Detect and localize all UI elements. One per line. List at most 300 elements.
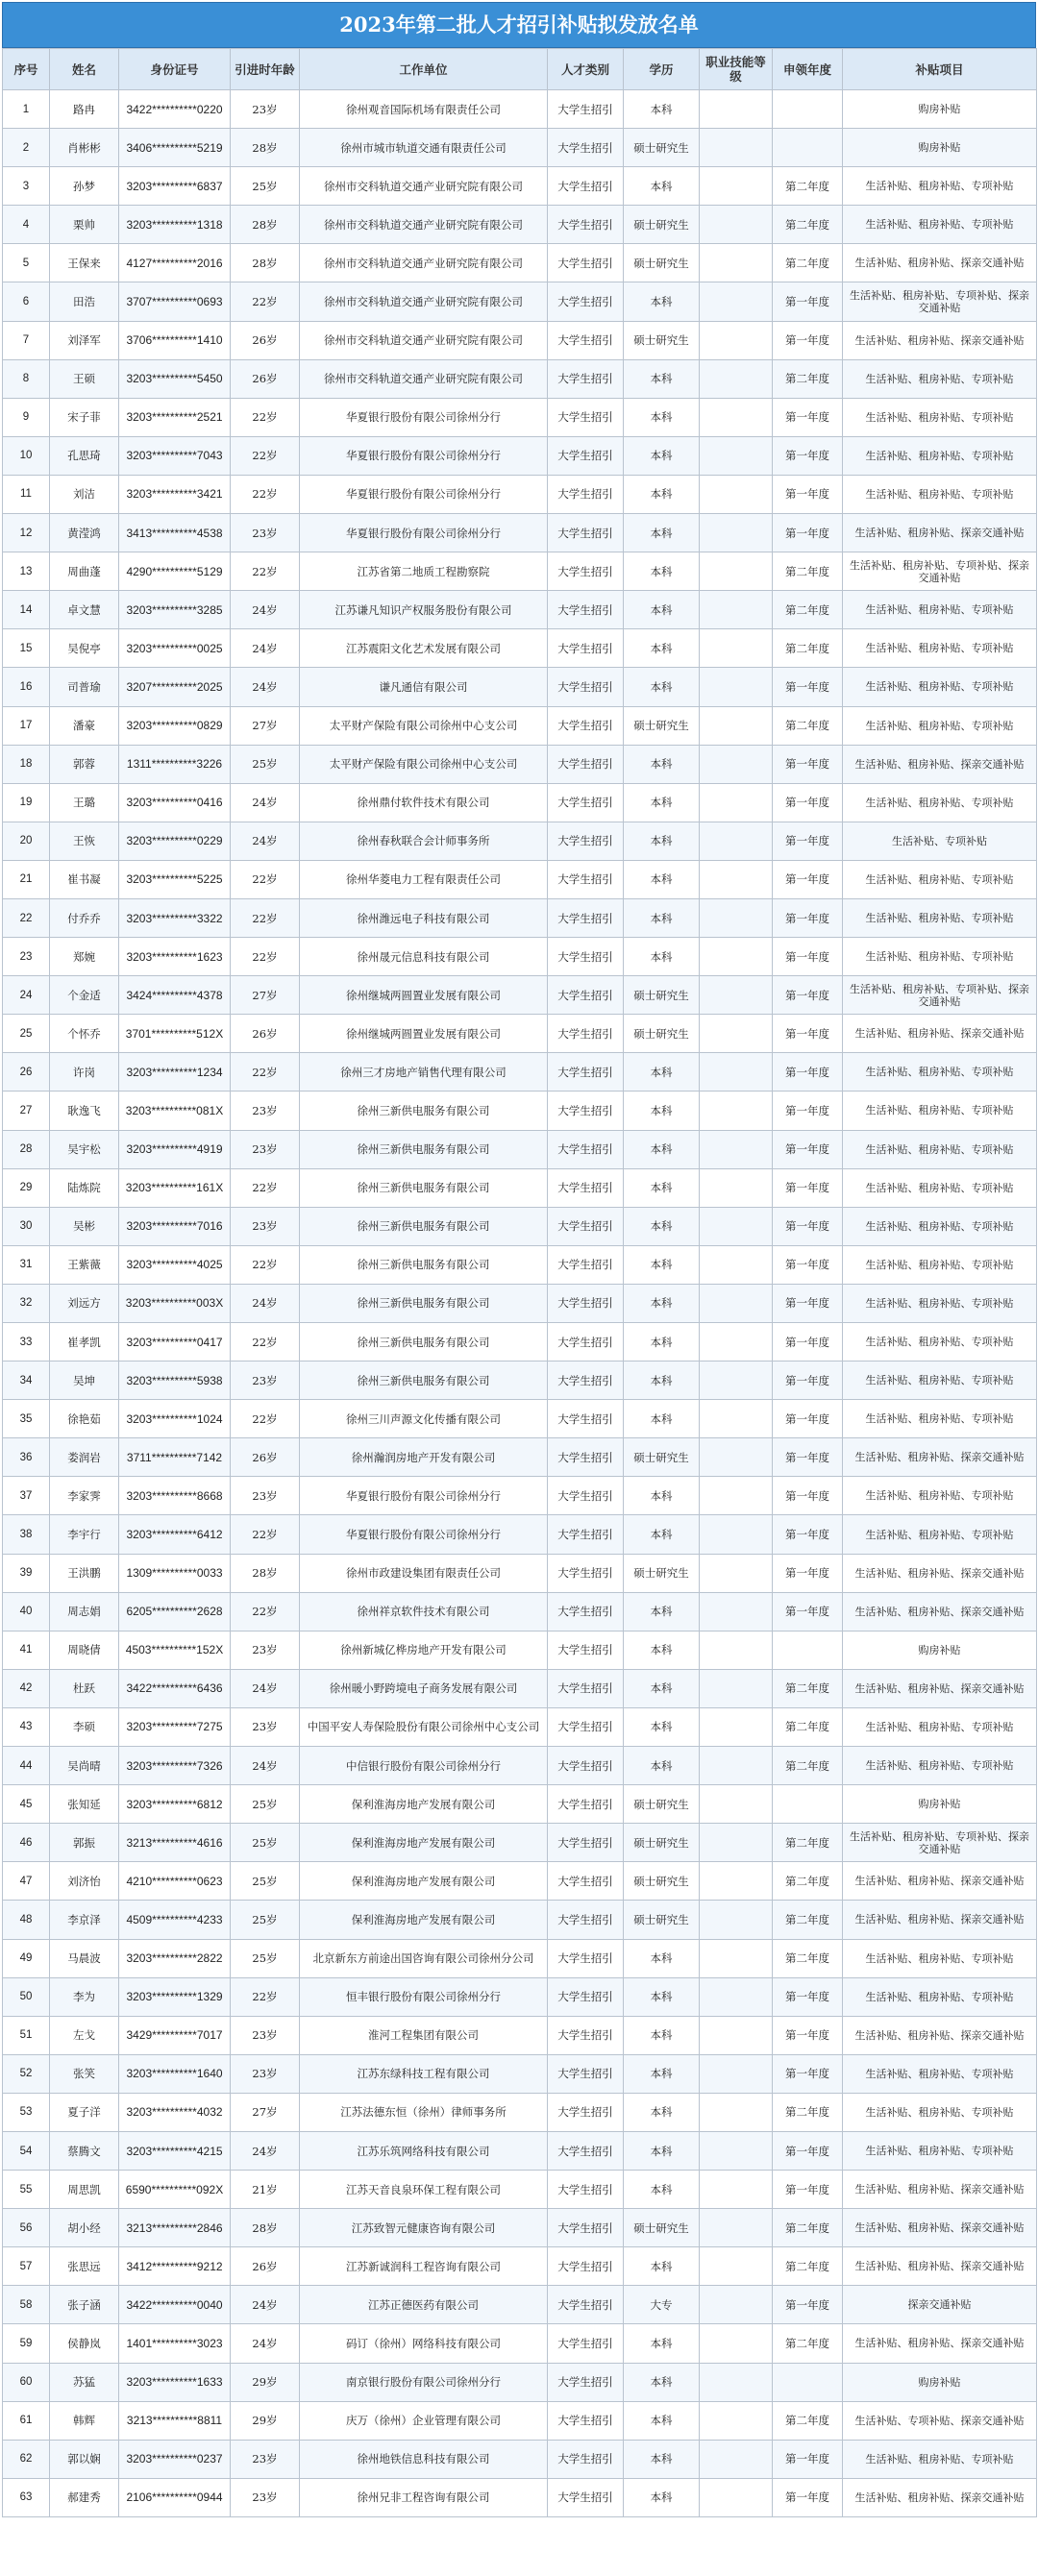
cell-talent-category: 大学生招引 [548, 1977, 624, 2016]
cell-talent-category: 大学生招引 [548, 1400, 624, 1438]
cell-claim-year: 第二年度 [773, 1901, 843, 1939]
cell-talent-category: 大学生招引 [548, 860, 624, 898]
cell-name: 宋子菲 [50, 398, 119, 436]
table-row [3, 2324, 1037, 2363]
cell-subsidy-items: 购房补贴 [843, 2363, 1037, 2401]
cell-claim-year: 第二年度 [773, 1939, 843, 1977]
cell-subsidy-items: 生活补贴、租房补贴、探亲交通补贴 [843, 745, 1037, 783]
cell-employer: 中信银行股份有限公司徐州分行 [300, 1747, 548, 1785]
cell-id-number: 3203**********5938 [119, 1362, 231, 1400]
cell-skill-level [700, 1362, 773, 1400]
cell-talent-category: 大学生招引 [548, 2286, 624, 2324]
cell-id-number: 3203**********4919 [119, 1130, 231, 1168]
table-row [3, 398, 1037, 436]
cell-claim-year: 第一年度 [773, 1245, 843, 1284]
cell-index: 23 [3, 938, 50, 976]
cell-employer: 徐州瀚润房地产开发有限公司 [300, 1438, 548, 1477]
cell-age: 25岁 [231, 1785, 300, 1824]
cell-claim-year: 第一年度 [773, 938, 843, 976]
cell-claim-year: 第一年度 [773, 898, 843, 937]
cell-name: 司普瑜 [50, 668, 119, 706]
cell-name: 吴彬 [50, 1207, 119, 1245]
table-row [3, 2478, 1037, 2516]
cell-talent-category: 大学生招引 [548, 822, 624, 860]
cell-age: 25岁 [231, 1824, 300, 1862]
cell-employer: 谦凡通信有限公司 [300, 668, 548, 706]
cell-id-number: 3203**********7043 [119, 436, 231, 475]
cell-id-number: 4127**********2016 [119, 244, 231, 282]
cell-employer: 江苏乐筑网络科技有限公司 [300, 2131, 548, 2170]
table-row [3, 1631, 1037, 1669]
cell-claim-year: 第二年度 [773, 2093, 843, 2131]
cell-education: 本科 [624, 1592, 700, 1631]
cell-subsidy-items: 生活补贴、租房补贴、专项补贴 [843, 860, 1037, 898]
cell-index: 59 [3, 2324, 50, 2363]
table-row [3, 1477, 1037, 1515]
cell-skill-level [700, 129, 773, 167]
cell-skill-level [700, 1323, 773, 1362]
cell-skill-level [700, 2440, 773, 2478]
cell-education: 本科 [624, 282, 700, 321]
cell-education: 本科 [624, 822, 700, 860]
cell-name: 周晓倩 [50, 1631, 119, 1669]
cell-id-number: 3203**********6412 [119, 1515, 231, 1554]
cell-id-number: 3701**********512X [119, 1015, 231, 1053]
cell-index: 14 [3, 591, 50, 629]
cell-talent-category: 大学生招引 [548, 1015, 624, 1053]
cell-education: 硕士研究生 [624, 2209, 700, 2247]
cell-index: 12 [3, 514, 50, 552]
table-row [3, 822, 1037, 860]
cell-skill-level [700, 1939, 773, 1977]
cell-subsidy-items: 生活补贴、租房补贴、探亲交通补贴 [843, 1554, 1037, 1592]
cell-name: 个金适 [50, 976, 119, 1015]
cell-age: 22岁 [231, 898, 300, 937]
cell-employer: 保利淮海房地产发展有限公司 [300, 1824, 548, 1862]
cell-employer: 华夏银行股份有限公司徐州分行 [300, 398, 548, 436]
cell-talent-category: 大学生招引 [548, 2016, 624, 2054]
cell-subsidy-items: 生活补贴、租房补贴、探亲交通补贴 [843, 1592, 1037, 1631]
cell-skill-level [700, 706, 773, 745]
cell-name: 吴尚晴 [50, 1747, 119, 1785]
cell-skill-level [700, 1554, 773, 1592]
cell-skill-level [700, 2209, 773, 2247]
cell-talent-category: 大学生招引 [548, 90, 624, 129]
cell-skill-level [700, 1477, 773, 1515]
cell-name: 崔书凝 [50, 860, 119, 898]
cell-name: 潘豪 [50, 706, 119, 745]
cell-name: 周思凯 [50, 2171, 119, 2209]
table-row [3, 206, 1037, 244]
cell-id-number: 3203**********8668 [119, 1477, 231, 1515]
cell-education: 硕士研究生 [624, 1785, 700, 1824]
cell-index: 11 [3, 475, 50, 513]
cell-education: 本科 [624, 475, 700, 513]
cell-index: 16 [3, 668, 50, 706]
cell-subsidy-items: 生活补贴、租房补贴、专项补贴、探亲交通补贴 [843, 976, 1037, 1015]
cell-index: 44 [3, 1747, 50, 1785]
cell-education: 本科 [624, 1939, 700, 1977]
cell-skill-level [700, 514, 773, 552]
cell-id-number: 3406**********5219 [119, 129, 231, 167]
cell-employer: 徐州市政建设集团有限责任公司 [300, 1554, 548, 1592]
cell-employer: 太平财产保险有限公司徐州中心支公司 [300, 745, 548, 783]
cell-id-number: 6590**********092X [119, 2171, 231, 2209]
cell-subsidy-items: 生活补贴、租房补贴、探亲交通补贴 [843, 514, 1037, 552]
cell-skill-level [700, 1747, 773, 1785]
table-row [3, 1592, 1037, 1631]
cell-subsidy-items: 生活补贴、租房补贴、专项补贴 [843, 1284, 1037, 1322]
cell-education: 本科 [624, 1477, 700, 1515]
cell-employer: 保利淮海房地产发展有限公司 [300, 1901, 548, 1939]
cell-talent-category: 大学生招引 [548, 167, 624, 206]
cell-talent-category: 大学生招引 [548, 2054, 624, 2093]
cell-education: 本科 [624, 1168, 700, 1207]
cell-talent-category: 大学生招引 [548, 745, 624, 783]
cell-talent-category: 大学生招引 [548, 2093, 624, 2131]
cell-subsidy-items: 生活补贴、租房补贴、探亲交通补贴 [843, 2016, 1037, 2054]
cell-talent-category: 大学生招引 [548, 1824, 624, 1862]
cell-talent-category: 大学生招引 [548, 976, 624, 1015]
cell-skill-level [700, 591, 773, 629]
cell-name: 周曲蓬 [50, 552, 119, 591]
cell-name: 孔思琦 [50, 436, 119, 475]
cell-age: 28岁 [231, 1554, 300, 1592]
cell-subsidy-items: 生活补贴、租房补贴、探亲交通补贴 [843, 2247, 1037, 2286]
cell-talent-category: 大学生招引 [548, 2324, 624, 2363]
cell-age: 24岁 [231, 2286, 300, 2324]
cell-age: 24岁 [231, 1747, 300, 1785]
cell-education: 本科 [624, 1631, 700, 1669]
cell-employer: 徐州春秋联合会计师事务所 [300, 822, 548, 860]
cell-name: 田浩 [50, 282, 119, 321]
cell-talent-category: 大学生招引 [548, 1438, 624, 1477]
cell-id-number: 3203**********2521 [119, 398, 231, 436]
cell-employer: 华夏银行股份有限公司徐州分行 [300, 475, 548, 513]
cell-claim-year: 第一年度 [773, 1438, 843, 1477]
cell-talent-category: 大学生招引 [548, 1477, 624, 1515]
cell-education: 本科 [624, 552, 700, 591]
cell-employer: 徐州潍远电子科技有限公司 [300, 898, 548, 937]
cell-subsidy-items: 生活补贴、租房补贴、专项补贴 [843, 1130, 1037, 1168]
cell-subsidy-items: 生活补贴、租房补贴、专项补贴 [843, 359, 1037, 398]
cell-subsidy-items: 生活补贴、租房补贴、专项补贴 [843, 1977, 1037, 2016]
cell-claim-year: 第二年度 [773, 2401, 843, 2440]
cell-talent-category: 大学生招引 [548, 1245, 624, 1284]
cell-education: 本科 [624, 860, 700, 898]
cell-index: 50 [3, 1977, 50, 2016]
cell-education: 本科 [624, 898, 700, 937]
cell-employer: 江苏新诚润科工程咨询有限公司 [300, 2247, 548, 2286]
cell-education: 本科 [624, 514, 700, 552]
cell-subsidy-items: 生活补贴、专项补贴 [843, 822, 1037, 860]
cell-id-number: 3203**********2822 [119, 1939, 231, 1977]
cell-claim-year: 第一年度 [773, 1554, 843, 1592]
cell-claim-year: 第一年度 [773, 822, 843, 860]
table-row [3, 2093, 1037, 2131]
cell-age: 24岁 [231, 591, 300, 629]
cell-name: 黄滢鸿 [50, 514, 119, 552]
cell-skill-level [700, 668, 773, 706]
cell-index: 31 [3, 1245, 50, 1284]
table-row [3, 2247, 1037, 2286]
table-row [3, 1977, 1037, 2016]
cell-skill-level [700, 2171, 773, 2209]
cell-claim-year: 第一年度 [773, 2286, 843, 2324]
cell-education: 本科 [624, 2363, 700, 2401]
cell-id-number: 3213**********2846 [119, 2209, 231, 2247]
cell-talent-category: 大学生招引 [548, 2171, 624, 2209]
cell-age: 24岁 [231, 1284, 300, 1322]
cell-id-number: 4290**********5129 [119, 552, 231, 591]
cell-id-number: 3412**********9212 [119, 2247, 231, 2286]
cell-education: 硕士研究生 [624, 321, 700, 359]
cell-claim-year: 第一年度 [773, 860, 843, 898]
cell-talent-category: 大学生招引 [548, 1862, 624, 1901]
table-row [3, 282, 1037, 321]
cell-education: 硕士研究生 [624, 129, 700, 167]
cell-index: 32 [3, 1284, 50, 1322]
cell-subsidy-items: 生活补贴、租房补贴、专项补贴 [843, 629, 1037, 668]
cell-index: 41 [3, 1631, 50, 1669]
cell-id-number: 3203**********4215 [119, 2131, 231, 2170]
cell-name: 张知延 [50, 1785, 119, 1824]
table-row [3, 706, 1037, 745]
cell-subsidy-items: 生活补贴、租房补贴、探亲交通补贴 [843, 321, 1037, 359]
cell-age: 23岁 [231, 2478, 300, 2516]
cell-id-number: 3203**********1024 [119, 1400, 231, 1438]
cell-skill-level [700, 206, 773, 244]
table-row [3, 860, 1037, 898]
cell-claim-year: 第二年度 [773, 206, 843, 244]
table-row [3, 1207, 1037, 1245]
table-row [3, 1707, 1037, 1746]
cell-claim-year: 第二年度 [773, 591, 843, 629]
cell-skill-level [700, 1168, 773, 1207]
cell-subsidy-items: 生活补贴、租房补贴、专项补贴 [843, 1939, 1037, 1977]
cell-talent-category: 大学生招引 [548, 938, 624, 976]
cell-name: 王洪鹏 [50, 1554, 119, 1592]
cell-talent-category: 大学生招引 [548, 668, 624, 706]
table-row [3, 1785, 1037, 1824]
cell-index: 20 [3, 822, 50, 860]
cell-name: 个怀乔 [50, 1015, 119, 1053]
cell-name: 娄润岩 [50, 1438, 119, 1477]
cell-talent-category: 大学生招引 [548, 783, 624, 822]
cell-age: 23岁 [231, 1207, 300, 1245]
table-row [3, 2440, 1037, 2478]
cell-age: 27岁 [231, 2093, 300, 2131]
cell-subsidy-items: 生活补贴、租房补贴、专项补贴 [843, 1707, 1037, 1746]
cell-employer: 徐州三新供电服务有限公司 [300, 1207, 548, 1245]
cell-index: 40 [3, 1592, 50, 1631]
cell-skill-level [700, 321, 773, 359]
cell-skill-level [700, 783, 773, 822]
cell-education: 本科 [624, 2324, 700, 2363]
cell-education: 本科 [624, 1323, 700, 1362]
cell-name: 李京泽 [50, 1901, 119, 1939]
cell-subsidy-items: 生活补贴、租房补贴、探亲交通补贴 [843, 244, 1037, 282]
cell-skill-level [700, 1592, 773, 1631]
cell-skill-level [700, 1245, 773, 1284]
cell-subsidy-items: 生活补贴、租房补贴、探亲交通补贴 [843, 2171, 1037, 2209]
cell-id-number: 3422**********6436 [119, 1669, 231, 1707]
cell-age: 23岁 [231, 514, 300, 552]
cell-talent-category: 大学生招引 [548, 2131, 624, 2170]
cell-subsidy-items: 生活补贴、租房补贴、专项补贴 [843, 1323, 1037, 1362]
cell-talent-category: 大学生招引 [548, 552, 624, 591]
cell-age: 24岁 [231, 629, 300, 668]
cell-skill-level [700, 1785, 773, 1824]
cell-employer: 徐州三新供电服务有限公司 [300, 1092, 548, 1130]
cell-age: 22岁 [231, 398, 300, 436]
cell-age: 21岁 [231, 2171, 300, 2209]
cell-talent-category: 大学生招引 [548, 2440, 624, 2478]
cell-name: 吴宇松 [50, 1130, 119, 1168]
cell-age: 26岁 [231, 321, 300, 359]
cell-claim-year: 第二年度 [773, 359, 843, 398]
table-row [3, 2209, 1037, 2247]
cell-claim-year: 第一年度 [773, 1207, 843, 1245]
cell-id-number: 3424**********4378 [119, 976, 231, 1015]
cell-education: 硕士研究生 [624, 1901, 700, 1939]
table-header-row [3, 49, 1037, 90]
cell-age: 22岁 [231, 860, 300, 898]
cell-talent-category: 大学生招引 [548, 629, 624, 668]
cell-skill-level [700, 552, 773, 591]
cell-subsidy-items: 生活补贴、租房补贴、探亲交通补贴 [843, 2478, 1037, 2516]
cell-index: 33 [3, 1323, 50, 1362]
cell-education: 大专 [624, 2286, 700, 2324]
cell-name: 陆炼院 [50, 1168, 119, 1207]
cell-subsidy-items: 生活补贴、租房补贴、专项补贴 [843, 2131, 1037, 2170]
cell-subsidy-items: 生活补贴、租房补贴、专项补贴、探亲交通补贴 [843, 1824, 1037, 1862]
cell-id-number: 3413**********4538 [119, 514, 231, 552]
cell-education: 本科 [624, 629, 700, 668]
cell-subsidy-items: 生活补贴、租房补贴、探亲交通补贴 [843, 2324, 1037, 2363]
cell-name: 王保来 [50, 244, 119, 282]
cell-employer: 华夏银行股份有限公司徐州分行 [300, 1477, 548, 1515]
cell-talent-category: 大学生招引 [548, 1092, 624, 1130]
cell-id-number: 6205**********2628 [119, 1592, 231, 1631]
cell-skill-level [700, 1053, 773, 1092]
cell-index: 18 [3, 745, 50, 783]
cell-subsidy-items: 生活补贴、租房补贴、专项补贴 [843, 2093, 1037, 2131]
cell-claim-year: 第一年度 [773, 1130, 843, 1168]
cell-name: 郭蓉 [50, 745, 119, 783]
cell-id-number: 3203**********6837 [119, 167, 231, 206]
cell-name: 王璐 [50, 783, 119, 822]
cell-claim-year: 第一年度 [773, 2054, 843, 2093]
cell-employer: 徐州三新供电服务有限公司 [300, 1284, 548, 1322]
cell-age: 22岁 [231, 436, 300, 475]
cell-employer: 徐州市交科轨道交通产业研究院有限公司 [300, 244, 548, 282]
cell-id-number: 4503**********152X [119, 1631, 231, 1669]
cell-id-number: 3203**********003X [119, 1284, 231, 1322]
cell-index: 10 [3, 436, 50, 475]
cell-index: 15 [3, 629, 50, 668]
cell-claim-year: 第二年度 [773, 1824, 843, 1862]
cell-age: 22岁 [231, 475, 300, 513]
cell-subsidy-items: 生活补贴、租房补贴、专项补贴 [843, 167, 1037, 206]
cell-claim-year: 第一年度 [773, 282, 843, 321]
cell-index: 43 [3, 1707, 50, 1746]
cell-age: 24岁 [231, 822, 300, 860]
cell-subsidy-items: 生活补贴、租房补贴、探亲交通补贴 [843, 1015, 1037, 1053]
cell-claim-year: 第二年度 [773, 167, 843, 206]
table-row [3, 2286, 1037, 2324]
table-row [3, 629, 1037, 668]
cell-education: 硕士研究生 [624, 1862, 700, 1901]
cell-claim-year: 第二年度 [773, 1707, 843, 1746]
cell-education: 本科 [624, 745, 700, 783]
cell-age: 29岁 [231, 2363, 300, 2401]
cell-name: 刘远方 [50, 1284, 119, 1322]
cell-age: 22岁 [231, 1053, 300, 1092]
cell-age: 25岁 [231, 1862, 300, 1901]
cell-education: 本科 [624, 1207, 700, 1245]
cell-skill-level [700, 1862, 773, 1901]
cell-talent-category: 大学生招引 [548, 898, 624, 937]
cell-education: 本科 [624, 2054, 700, 2093]
cell-education: 本科 [624, 938, 700, 976]
cell-id-number: 1401**********3023 [119, 2324, 231, 2363]
cell-age: 24岁 [231, 783, 300, 822]
cell-age: 27岁 [231, 976, 300, 1015]
cell-education: 本科 [624, 1284, 700, 1322]
table-row [3, 1747, 1037, 1785]
cell-age: 26岁 [231, 2247, 300, 2286]
cell-id-number: 3203**********0229 [119, 822, 231, 860]
cell-talent-category: 大学生招引 [548, 2209, 624, 2247]
table-row [3, 1323, 1037, 1362]
cell-skill-level [700, 822, 773, 860]
cell-id-number: 3203**********1318 [119, 206, 231, 244]
cell-name: 路冉 [50, 90, 119, 129]
cell-index: 30 [3, 1207, 50, 1245]
cell-education: 硕士研究生 [624, 1438, 700, 1477]
cell-age: 22岁 [231, 1515, 300, 1554]
cell-skill-level [700, 2478, 773, 2516]
cell-index: 22 [3, 898, 50, 937]
cell-education: 硕士研究生 [624, 976, 700, 1015]
cell-employer: 南京银行股份有限公司徐州分行 [300, 2363, 548, 2401]
cell-education: 本科 [624, 1669, 700, 1707]
cell-education: 本科 [624, 668, 700, 706]
cell-subsidy-items: 生活补贴、租房补贴、专项补贴 [843, 668, 1037, 706]
table-row [3, 2171, 1037, 2209]
cell-talent-category: 大学生招引 [548, 1592, 624, 1631]
cell-claim-year [773, 1631, 843, 1669]
cell-claim-year: 第一年度 [773, 1592, 843, 1631]
cell-age: 23岁 [231, 1707, 300, 1746]
cell-name: 崔孝凯 [50, 1323, 119, 1362]
cell-id-number: 3203**********4025 [119, 1245, 231, 1284]
cell-education: 本科 [624, 1362, 700, 1400]
cell-name: 刘泽军 [50, 321, 119, 359]
cell-name: 郑婉 [50, 938, 119, 976]
cell-name: 卓文慧 [50, 591, 119, 629]
cell-index: 45 [3, 1785, 50, 1824]
cell-id-number: 3203**********3285 [119, 591, 231, 629]
table-row [3, 2363, 1037, 2401]
cell-skill-level [700, 2324, 773, 2363]
cell-name: 郭以娴 [50, 2440, 119, 2478]
table-row [3, 1362, 1037, 1400]
cell-talent-category: 大学生招引 [548, 706, 624, 745]
cell-subsidy-items: 生活补贴、租房补贴、专项补贴 [843, 206, 1037, 244]
cell-claim-year: 第二年度 [773, 244, 843, 282]
